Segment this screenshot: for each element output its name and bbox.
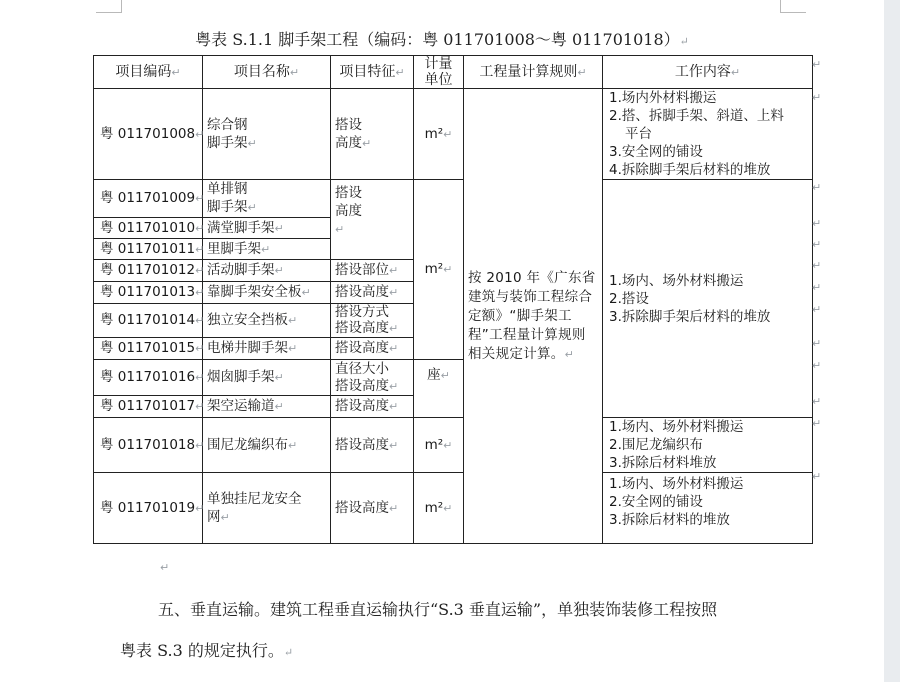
empty-paragraph-mark-icon: ↵ <box>160 561 170 574</box>
page-margin-corner-left <box>96 0 122 13</box>
row-end-mark-icon: ↵ <box>812 417 822 430</box>
cell-feature: 搭设部位↵ <box>331 260 414 282</box>
cell-name: 架空运输道↵ <box>203 396 331 418</box>
cell-code: 粤 011701013↵ <box>94 282 203 304</box>
header-rule: 工程量计算规则↵ <box>464 56 603 89</box>
page-margin-corner-right <box>780 0 806 13</box>
cell-code: 粤 011701012↵ <box>94 260 203 282</box>
cell-code: 粤 011701016↵ <box>94 360 203 396</box>
cell-feature: 搭设方式 搭设高度↵ <box>331 304 414 338</box>
cell-unit: m²↵ <box>414 89 464 180</box>
cell-code: 粤 011701017↵ <box>94 396 203 418</box>
table-row <box>94 473 813 544</box>
row-end-mark-icon: ↵ <box>812 217 822 230</box>
scaffold-table <box>93 55 813 544</box>
cell-code: 粤 011701014↵ <box>94 304 203 338</box>
cell-code: 粤 011701008↵ <box>94 89 203 180</box>
cell-code: 粤 011701019↵ <box>94 473 203 544</box>
cell-name: 活动脚手架↵ <box>203 260 331 282</box>
cell-unit-merged: m²↵ <box>414 180 464 360</box>
cell-feature-merged: 搭设 高度 ↵ <box>331 180 414 260</box>
cell-name: 里脚手架↵ <box>203 239 331 260</box>
header-work: 工作内容↵ <box>603 56 813 89</box>
table-header-row <box>94 56 813 89</box>
row-end-mark-icon: ↵ <box>812 303 822 316</box>
cell-code: 粤 011701010↵ <box>94 218 203 239</box>
cell-name: 单独挂尼龙安全 网↵ <box>203 473 331 544</box>
cell-work-group3: 1.场内、场外材料搬运 2.围尼龙编织布 3.拆除后材料堆放 <box>603 418 813 473</box>
table-row <box>94 180 813 218</box>
cell-code: 粤 011701011↵ <box>94 239 203 260</box>
cell-feature: 搭设高度↵ <box>331 473 414 544</box>
row-end-mark-icon: ↵ <box>812 337 822 350</box>
row-end-mark-icon: ↵ <box>812 281 822 294</box>
table-row <box>94 418 813 473</box>
header-code: 项目编码↵ <box>94 56 203 89</box>
cell-code: 粤 011701018↵ <box>94 418 203 473</box>
cell-work-group4: 1.场内、场外材料搬运 2.安全网的铺设 3.拆除后材料的堆放 <box>603 473 813 544</box>
cell-feature: 直径大小 搭设高度↵ <box>331 360 414 396</box>
header-feature: 项目特征↵ <box>331 56 414 89</box>
cell-unit-merged: 座↵ <box>414 360 464 418</box>
cell-unit: m²↵ <box>414 473 464 544</box>
workspace-gutter <box>884 0 900 682</box>
row-end-mark-icon: ↵ <box>812 181 822 194</box>
cell-feature: 搭设高度↵ <box>331 418 414 473</box>
paragraph-mark-icon: ↵ <box>679 35 689 48</box>
row-end-mark-icon: ↵ <box>812 395 822 408</box>
row-end-mark-icon: ↵ <box>812 470 822 483</box>
cell-feature: 搭设高度↵ <box>331 282 414 304</box>
header-name: 项目名称↵ <box>203 56 331 89</box>
body-paragraph-line2: 粤表 S.3 的规定执行。↵ <box>120 641 294 660</box>
cell-name: 烟囱脚手架↵ <box>203 360 331 396</box>
cell-name: 独立安全挡板↵ <box>203 304 331 338</box>
cell-rule: 按 2010 年《广东省建筑与装饰工程综合定额》“脚手架工程”工程量计算规则相关规定计算。↵ <box>464 89 603 544</box>
cell-name: 单排钢 脚手架↵ <box>203 180 331 218</box>
table-title-text: 粤表 S.1.1 脚手架工程（编码：粤 011701008～粤 011701018） <box>195 30 680 49</box>
row-end-mark-icon: ↵ <box>812 58 822 71</box>
row-end-mark-icon: ↵ <box>812 259 822 272</box>
cell-name: 满堂脚手架↵ <box>203 218 331 239</box>
row-end-mark-icon: ↵ <box>812 359 822 372</box>
cell-name: 靠脚手架安全板↵ <box>203 282 331 304</box>
row-end-marks <box>812 55 824 539</box>
cell-name: 电梯井脚手架↵ <box>203 338 331 360</box>
cell-code: 粤 011701015↵ <box>94 338 203 360</box>
row-end-mark-icon: ↵ <box>812 238 822 251</box>
cell-unit: m²↵ <box>414 418 464 473</box>
table-row <box>94 89 813 180</box>
cell-name: 围尼龙编织布↵ <box>203 418 331 473</box>
cell-code: 粤 011701009↵ <box>94 180 203 218</box>
cell-feature: 搭设高度↵ <box>331 396 414 418</box>
row-end-mark-icon: ↵ <box>812 91 822 104</box>
body-paragraph-line1: 五、垂直运输。建筑工程垂直运输执行“S.3 垂直运输”，单独装饰装修工程按照 <box>158 600 718 619</box>
cell-name: 综合钢 脚手架↵ <box>203 89 331 180</box>
cell-feature: 搭设 高度↵ <box>331 89 414 180</box>
table-title <box>0 27 884 50</box>
header-unit: 计量 单位 <box>414 56 464 89</box>
cell-work-group1: 1.场内外材料搬运 2.搭、拆脚手架、斜道、上料 平台 3.安全网的铺设 4.拆除脚手架后材料的堆放 <box>603 89 813 180</box>
cell-work-group2: 1.场内、场外材料搬运 2.搭设 3.拆除脚手架后材料的堆放 <box>603 180 813 418</box>
cell-feature: 搭设高度↵ <box>331 338 414 360</box>
